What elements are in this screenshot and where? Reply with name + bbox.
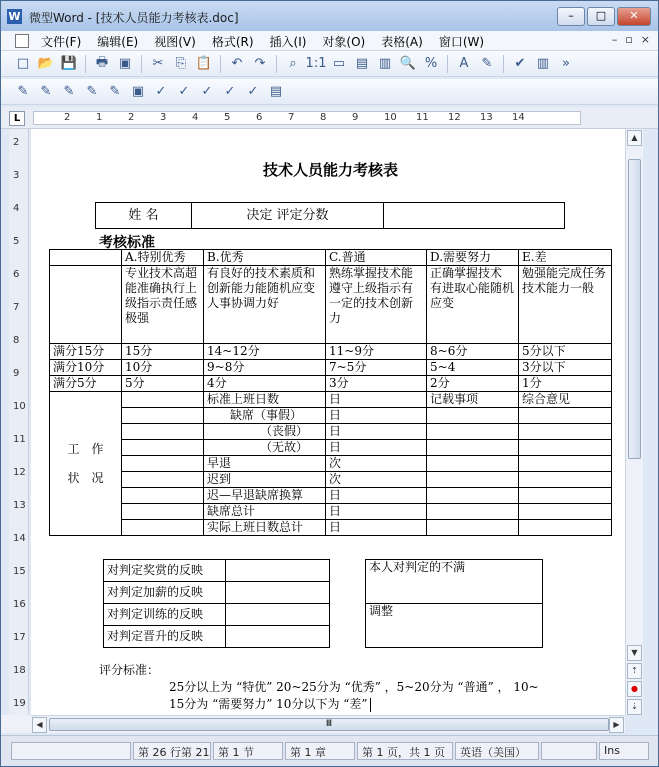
vruler-number: 7 (13, 302, 20, 313)
reaction-value (226, 604, 330, 626)
scroll-right-icon[interactable]: ▶ (609, 717, 624, 733)
toolbar-separator (276, 55, 277, 73)
vruler-number: 6 (13, 269, 20, 280)
max-score-label: 满分15分 (50, 344, 122, 360)
work-unit: 日 (326, 408, 427, 424)
reaction-value (226, 626, 330, 648)
status-bar (1, 735, 658, 766)
vruler-number: 10 (13, 401, 26, 412)
work-note (427, 440, 519, 456)
toolbar-separator (503, 55, 504, 73)
work-unit: 日 (326, 520, 427, 536)
score-cell: 10分 (122, 360, 204, 376)
menu-item-3[interactable]: 格式(R) (211, 35, 254, 49)
grade-header: D.需要努力 (427, 250, 519, 266)
page2-icon[interactable]: ▥ (378, 56, 392, 71)
vruler-number: 11 (13, 434, 26, 445)
status-chapter: 第 1 章 (285, 742, 355, 760)
empty-cell (122, 504, 204, 520)
work-opinion (519, 520, 612, 536)
adjust-label: 调整 (366, 604, 543, 648)
work-item: 迟到 (204, 472, 326, 488)
score-cell: 15分 (122, 344, 204, 360)
vruler-number: 12 (13, 467, 26, 478)
toolbar-separator (141, 55, 142, 73)
find-icon[interactable]: ⌕ (289, 56, 297, 71)
empty-cell (122, 488, 204, 504)
maximize-button[interactable]: □ (587, 7, 615, 26)
vertical-ruler[interactable] (9, 129, 29, 715)
empty-cell (122, 440, 204, 456)
work-unit: 次 (326, 472, 427, 488)
work-item: 标准上班日数 (204, 392, 326, 408)
status-line-col: 第 26 行第 21 (133, 742, 211, 760)
menu-bar (1, 31, 658, 51)
menu-item-0[interactable]: 文件(F) (41, 35, 82, 49)
score-cell: 1分 (519, 376, 612, 392)
object-tool-8-icon[interactable]: ✓ (201, 84, 213, 99)
status-blank-2 (541, 742, 597, 760)
text-cursor (370, 698, 371, 712)
vruler-number: 15 (13, 566, 26, 577)
work-unit: 日 (326, 392, 427, 408)
object-tool-9-icon[interactable]: ✓ (224, 84, 236, 99)
minimize-button[interactable]: – (557, 7, 585, 26)
corner-cell (50, 250, 122, 266)
work-opinion (519, 440, 612, 456)
reaction-table (103, 559, 330, 648)
ruler-number: 12 (448, 112, 461, 123)
view-buttons[interactable] (1, 715, 31, 733)
doc-restore-icon[interactable]: ▫ (625, 33, 633, 46)
document-title: 技术人员能力考核表 (263, 161, 399, 179)
save-icon[interactable]: 💾 (60, 56, 78, 71)
work-item: （丧假） (204, 424, 326, 440)
object-tool-7-icon[interactable]: ✓ (178, 84, 190, 99)
work-opinion (519, 472, 612, 488)
empty-cell (122, 456, 204, 472)
ruler-number: 11 (416, 112, 429, 123)
print-icon[interactable]: 🖶 (95, 54, 109, 70)
grade-header: A.特别优秀 (122, 250, 204, 266)
object-tool-0-icon[interactable]: ✎ (17, 84, 29, 99)
empty-cell (122, 424, 204, 440)
work-item: 早退 (204, 456, 326, 472)
work-note (427, 472, 519, 488)
work-label-1: 工 作 (67, 441, 104, 456)
work-opinion (519, 488, 612, 504)
work-item: 缺席（事假） (204, 408, 326, 424)
ruler-number: 2 (128, 112, 135, 123)
grade-description: 专业技术高超 能准确执行上级指示责任感极强 (122, 266, 204, 344)
work-item: 缺席总计 (204, 504, 326, 520)
object-tool-6-icon[interactable]: ✓ (155, 84, 167, 99)
zoom-percent-icon[interactable]: % (424, 56, 438, 71)
object-tool-10-icon[interactable]: ✓ (247, 84, 259, 99)
grade-description: 熟练掌握技术能遵守上级指示有一定的技术创新力 (326, 266, 427, 344)
vruler-number: 19 (13, 698, 26, 709)
reaction-label: 对判定加薪的反映 (104, 582, 226, 604)
score-cell: 8~6分 (427, 344, 519, 360)
menu-item-4[interactable]: 插入(I) (269, 35, 307, 49)
name-table (95, 202, 565, 229)
toolbar-separator (85, 55, 86, 73)
menu-item-6[interactable]: 表格(A) (381, 35, 423, 49)
more-icon[interactable]: » (562, 56, 570, 71)
score-cell: 7~5分 (326, 360, 427, 376)
vruler-number: 17 (13, 632, 26, 643)
browse-object-icon[interactable]: ● (627, 681, 642, 697)
work-opinion (519, 424, 612, 440)
open-icon[interactable]: 📂 (37, 56, 55, 71)
spell-icon[interactable]: ✔ (514, 56, 526, 71)
scroll-thumb[interactable] (628, 159, 641, 459)
status-language: 英语（美国） (455, 742, 539, 760)
dissatisfaction-label: 本人对判定的不满 (366, 560, 543, 604)
vruler-number: 14 (13, 533, 26, 544)
score-cell: 5分 (122, 376, 204, 392)
edit-icon[interactable]: ✎ (481, 56, 493, 71)
tab-selector[interactable]: L (9, 111, 25, 126)
score-label: 决定 评定分数 (192, 203, 384, 229)
evaluation-table (49, 249, 612, 536)
font-a-icon[interactable]: A (459, 56, 469, 71)
grade-description: 勉强能完成任务 技术能力一般 (519, 266, 612, 344)
work-note (427, 504, 519, 520)
object-tool-1-icon[interactable]: ✎ (40, 84, 52, 99)
score-cell: 5分以下 (519, 344, 612, 360)
max-score-label: 满分10分 (50, 360, 122, 376)
ruler-number: 5 (224, 112, 231, 123)
prev-page-icon[interactable]: ⇡ (627, 663, 642, 679)
vruler-number: 2 (13, 137, 20, 148)
scroll-down-icon[interactable]: ▼ (627, 645, 642, 661)
empty-cell (122, 472, 204, 488)
score-cell: 2分 (427, 376, 519, 392)
menu-item-2[interactable]: 视图(V) (154, 35, 196, 49)
document-page[interactable] (31, 129, 625, 715)
ruler-number: 10 (384, 112, 397, 123)
vruler-number: 18 (13, 665, 26, 676)
desc-corner (50, 266, 122, 344)
standard-toolbar (1, 51, 658, 77)
vertical-scrollbar[interactable] (625, 129, 643, 715)
work-unit: 日 (326, 488, 427, 504)
grade-header: C.普通 (326, 250, 427, 266)
score-cell: 4分 (204, 376, 326, 392)
pdf-icon[interactable]: ▣ (118, 56, 132, 71)
box-icon[interactable]: ▭ (332, 56, 346, 71)
doc-close-icon[interactable]: × (640, 33, 650, 46)
score-cell: 5~4 (427, 360, 519, 376)
work-opinion (519, 456, 612, 472)
criteria-line-1: 25分以上为 “特优” 20~25分为 “优秀” ，5~20分为 “普通” ， 10~ (169, 680, 539, 694)
work-opinion (519, 408, 612, 424)
dissatisfaction-table (365, 559, 543, 648)
vruler-number: 9 (13, 368, 20, 379)
hscroll-thumb[interactable]: Ⅲ (49, 718, 609, 731)
object-tool-3-icon[interactable]: ✎ (86, 84, 98, 99)
menu-item-1[interactable]: 编辑(E) (97, 35, 139, 49)
object-tool-4-icon[interactable]: ✎ (109, 84, 121, 99)
work-unit: 日 (326, 440, 427, 456)
vruler-number: 5 (13, 236, 20, 247)
field-icon[interactable]: 1:1 (305, 56, 327, 71)
work-note (427, 408, 519, 424)
ruler-number: 13 (480, 112, 493, 123)
grade-header: E.差 (519, 250, 612, 266)
criteria-label: 评分标准： (99, 663, 160, 677)
chart-icon[interactable]: ▥ (536, 56, 550, 71)
ruler-number: 6 (256, 112, 263, 123)
zoom-icon[interactable]: 🔍 (399, 56, 417, 71)
section-heading: 考核标准 (99, 235, 155, 251)
score-cell: 9~8分 (204, 360, 326, 376)
reaction-value (226, 560, 330, 582)
work-note (427, 520, 519, 536)
ruler-number: 7 (288, 112, 295, 123)
toolbar-separator (447, 55, 448, 73)
work-unit: 次 (326, 456, 427, 472)
work-note (427, 488, 519, 504)
vruler-number: 13 (13, 500, 26, 511)
work-opinion (519, 504, 612, 520)
vruler-number: 16 (13, 599, 26, 610)
reaction-value (226, 582, 330, 604)
window-title: 微型Word - [技术人员能力考核表.doc] (29, 11, 239, 25)
score-value-cell[interactable] (384, 203, 565, 229)
empty-cell (122, 408, 204, 424)
status-ins: Ins (599, 742, 649, 760)
doc-minimize-icon[interactable]: – (611, 33, 618, 46)
horizontal-ruler[interactable] (1, 107, 658, 129)
next-page-icon[interactable]: ⇣ (627, 699, 642, 715)
ruler-number: 2 (64, 112, 71, 123)
redo-icon[interactable]: ↷ (254, 56, 266, 71)
status-section: 第 1 节 (213, 742, 283, 760)
work-label-2: 状 况 (67, 470, 104, 485)
work-unit: 日 (326, 504, 427, 520)
work-item: （无故） (204, 440, 326, 456)
reaction-label: 对判定晋升的反映 (104, 626, 226, 648)
score-cell: 3分以下 (519, 360, 612, 376)
ruler-number: 3 (160, 112, 167, 123)
score-cell: 3分 (326, 376, 427, 392)
undo-icon[interactable]: ↶ (231, 56, 243, 71)
title-bar (1, 1, 658, 31)
work-note (427, 456, 519, 472)
ruler-number: 14 (512, 112, 525, 123)
max-score-label: 满分5分 (50, 376, 122, 392)
work-item: 迟—早退缺席换算 (204, 488, 326, 504)
menu-item-5[interactable]: 对象(O) (322, 35, 366, 49)
name-label: 姓 名 (96, 203, 192, 229)
empty-cell (122, 392, 204, 408)
close-button[interactable]: ✕ (617, 7, 651, 26)
vruler-number: 8 (13, 335, 20, 346)
word-app-icon: W (8, 10, 21, 23)
vruler-number: 3 (13, 170, 20, 181)
work-item: 实际上班日数总计 (204, 520, 326, 536)
copy-icon[interactable]: ⎘ (175, 56, 187, 71)
scroll-up-icon[interactable]: ▲ (627, 130, 642, 146)
reaction-label: 对判定奖赏的反映 (104, 560, 226, 582)
empty-cell (122, 520, 204, 536)
document-icon[interactable] (15, 34, 29, 48)
menu-item-7[interactable]: 窗口(W) (438, 35, 485, 49)
status-page: 第 1 页，共 1 页 (357, 742, 453, 760)
toolbar-separator (220, 55, 221, 73)
new-icon[interactable]: □ (16, 56, 30, 71)
reaction-label: 对判定训练的反映 (104, 604, 226, 626)
object-tool-2-icon[interactable]: ✎ (63, 84, 75, 99)
score-cell: 14~12分 (204, 344, 326, 360)
work-status-label (50, 392, 122, 536)
ruler-number: 9 (352, 112, 359, 123)
work-unit: 日 (326, 424, 427, 440)
vruler-number: 4 (13, 203, 20, 214)
ruler-number: 1 (96, 112, 103, 123)
grade-header: B.优秀 (204, 250, 326, 266)
work-opinion: 综合意见 (519, 392, 612, 408)
work-note (427, 424, 519, 440)
paste-icon[interactable]: 📋 (195, 56, 213, 71)
criteria-line-2: 15分为 “需要努力” 10分以下为 “差” (169, 695, 371, 712)
horizontal-scrollbar[interactable] (31, 715, 625, 733)
ruler-number: 4 (192, 112, 199, 123)
object-tool-5-icon[interactable]: ▣ (131, 84, 145, 99)
grade-description: 正确掌握技术 有进取心能随机应变 (427, 266, 519, 344)
score-cell: 11~9分 (326, 344, 427, 360)
page-icon[interactable]: ▤ (355, 56, 369, 71)
work-note: 记载事项 (427, 392, 519, 408)
scroll-left-icon[interactable]: ◀ (32, 717, 47, 733)
status-blank (11, 742, 131, 760)
cut-icon[interactable]: ✂ (152, 56, 164, 71)
object-tool-11-icon[interactable]: ▤ (269, 84, 283, 99)
object-toolbar (1, 79, 658, 105)
ruler-number: 8 (320, 112, 327, 123)
grade-description: 有良好的技术素质和创新能力能随机应变人事协调力好 (204, 266, 326, 344)
